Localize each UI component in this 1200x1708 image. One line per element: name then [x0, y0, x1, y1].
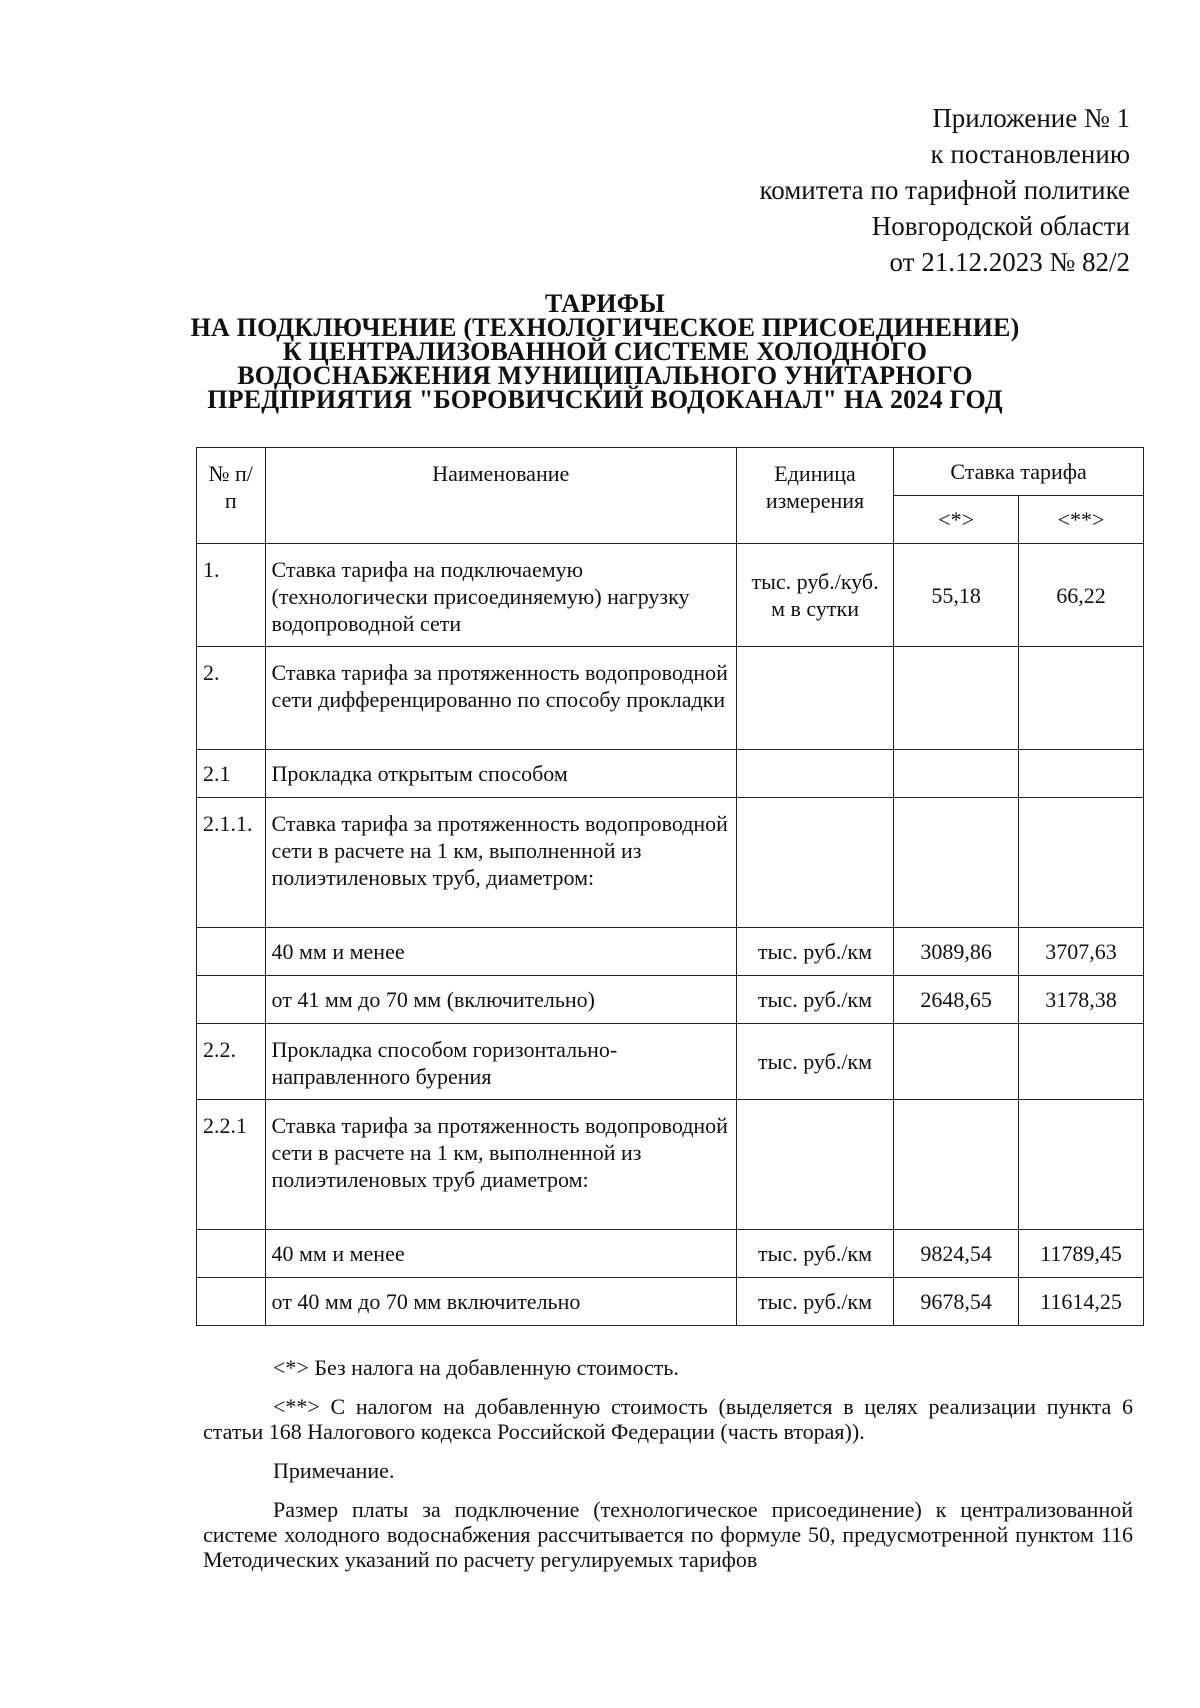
- table-row: [197, 1100, 1144, 1230]
- row-unit: тыс. руб./куб. м в сутки: [736, 544, 893, 647]
- remark-text: Размер платы за подключение (технологическое присоединение) к централизованной системе холодного водоснабжения рассчитывается по формуле 50, предусмотренной пунктом 116 Методических указаний по расчету регулируемых тарифов: [203, 1497, 1133, 1572]
- row-num: [197, 1278, 266, 1326]
- table-row: [197, 798, 1144, 928]
- row-rate-without-vat: 9678,54: [894, 1278, 1019, 1326]
- row-rate-with-vat: [1019, 647, 1144, 750]
- row-unit: [736, 647, 893, 750]
- row-num: [197, 976, 266, 1024]
- table-row: [197, 544, 1144, 647]
- row-rate-with-vat: 11614,25: [1019, 1278, 1144, 1326]
- row-rate-with-vat: [1019, 750, 1144, 798]
- row-rate-without-vat: [894, 1024, 1019, 1100]
- header-rate-without-vat: <*>: [894, 496, 1019, 544]
- row-num: [197, 928, 266, 976]
- title-line: ТАРИФЫ: [545, 289, 665, 318]
- table-row: [197, 1278, 1144, 1326]
- row-name: Ставка тарифа за протяженность водопроводной сети в расчете на 1 км, выполненной из полиэтиленовых труб диаметром:: [265, 1100, 736, 1230]
- row-rate-without-vat: 9824,54: [894, 1230, 1019, 1278]
- row-unit: [736, 798, 893, 928]
- row-unit: [736, 1100, 893, 1230]
- row-unit: тыс. руб./км: [736, 976, 893, 1024]
- row-name: Прокладка открытым способом: [265, 750, 736, 798]
- row-name: Прокладка способом горизонтально-направленного бурения: [265, 1024, 736, 1100]
- row-num: 2.1.1.: [197, 798, 266, 928]
- header-name: Наименование: [265, 448, 736, 544]
- row-rate-without-vat: 3089,86: [894, 928, 1019, 976]
- row-name: Ставка тарифа за протяженность водопроводной сети в расчете на 1 км, выполненной из полиэтиленовых труб, диаметром:: [265, 798, 736, 928]
- row-name: 40 мм и менее: [265, 1230, 736, 1278]
- header-rate-with-vat: <**>: [1019, 496, 1144, 544]
- table-row: [197, 1024, 1144, 1100]
- title-line: НА ПОДКЛЮЧЕНИЕ (ТЕХНОЛОГИЧЕСКОЕ ПРИСОЕДИНЕНИЕ): [190, 313, 1020, 342]
- remark-heading: Примечание.: [273, 1458, 395, 1483]
- table-row: [197, 1230, 1144, 1278]
- row-rate-without-vat: [894, 798, 1019, 928]
- row-unit: тыс. руб./км: [736, 1024, 893, 1100]
- appendix-line: комитета по тарифной политике: [759, 175, 1130, 205]
- row-rate-with-vat: 3178,38: [1019, 976, 1144, 1024]
- row-rate-with-vat: [1019, 798, 1144, 928]
- row-num: 2.: [197, 647, 266, 750]
- row-rate-without-vat: [894, 750, 1019, 798]
- row-name: от 40 мм до 70 мм включительно: [265, 1278, 736, 1326]
- row-name: от 41 мм до 70 мм (включительно): [265, 976, 736, 1024]
- appendix-line: Приложение № 1: [932, 103, 1130, 133]
- appendix-line: к постановлению: [930, 139, 1130, 169]
- row-rate-with-vat: [1019, 1100, 1144, 1230]
- appendix-line: Новгородской области: [871, 211, 1130, 241]
- header-unit: Единица измерения: [736, 448, 893, 544]
- row-unit: [736, 750, 893, 798]
- row-rate-without-vat: 55,18: [894, 544, 1019, 647]
- row-rate-with-vat: 66,22: [1019, 544, 1144, 647]
- table-row: [197, 647, 1144, 750]
- document-title: [150, 289, 1060, 414]
- table-row: [197, 976, 1144, 1024]
- row-num: [197, 1230, 266, 1278]
- notes-block: [203, 1355, 1133, 1586]
- row-rate-without-vat: [894, 1100, 1019, 1230]
- row-unit: тыс. руб./км: [736, 928, 893, 976]
- row-rate-with-vat: [1019, 1024, 1144, 1100]
- table-row: [197, 928, 1144, 976]
- row-name: Ставка тарифа на подключаемую (технологически присоединяемую) нагрузку водопроводной сети: [265, 544, 736, 647]
- header-rate: Ставка тарифа: [894, 448, 1144, 496]
- row-num: 2.1: [197, 750, 266, 798]
- row-rate-without-vat: [894, 647, 1019, 750]
- appendix-line: от 21.12.2023 № 82/2: [889, 247, 1130, 277]
- note-with-vat: <**> С налогом на добавленную стоимость (выделяется в целях реализации пункта 6 статьи 168 Налогового кодекса Российской Федерации (часть вторая)).: [203, 1394, 1133, 1444]
- appendix-block: [759, 100, 1130, 280]
- note-without-vat: <*> Без налога на добавленную стоимость.: [273, 1355, 679, 1380]
- row-num: 2.2.1: [197, 1100, 266, 1230]
- title-line: К ЦЕНТРАЛИЗОВАННОЙ СИСТЕМЕ ХОЛОДНОГО: [282, 337, 928, 366]
- row-rate-with-vat: 3707,63: [1019, 928, 1144, 976]
- row-unit: тыс. руб./км: [736, 1230, 893, 1278]
- title-line: ВОДОСНАБЖЕНИЯ МУНИЦИПАЛЬНОГО УНИТАРНОГО: [237, 361, 973, 390]
- row-name: Ставка тарифа за протяженность водопроводной сети дифференцированно по способу прокладки: [265, 647, 736, 750]
- header-num: № п/п: [197, 448, 266, 544]
- row-rate-without-vat: 2648,65: [894, 976, 1019, 1024]
- row-num: 1.: [197, 544, 266, 647]
- row-num: 2.2.: [197, 1024, 266, 1100]
- table-row: [197, 750, 1144, 798]
- row-rate-with-vat: 11789,45: [1019, 1230, 1144, 1278]
- title-line: ПРЕДПРИЯТИЯ "БОРОВИЧСКИЙ ВОДОКАНАЛ" НА 2024 ГОД: [207, 385, 1003, 414]
- row-name: 40 мм и менее: [265, 928, 736, 976]
- row-unit: тыс. руб./км: [736, 1278, 893, 1326]
- tariffs-table: [196, 447, 1144, 1326]
